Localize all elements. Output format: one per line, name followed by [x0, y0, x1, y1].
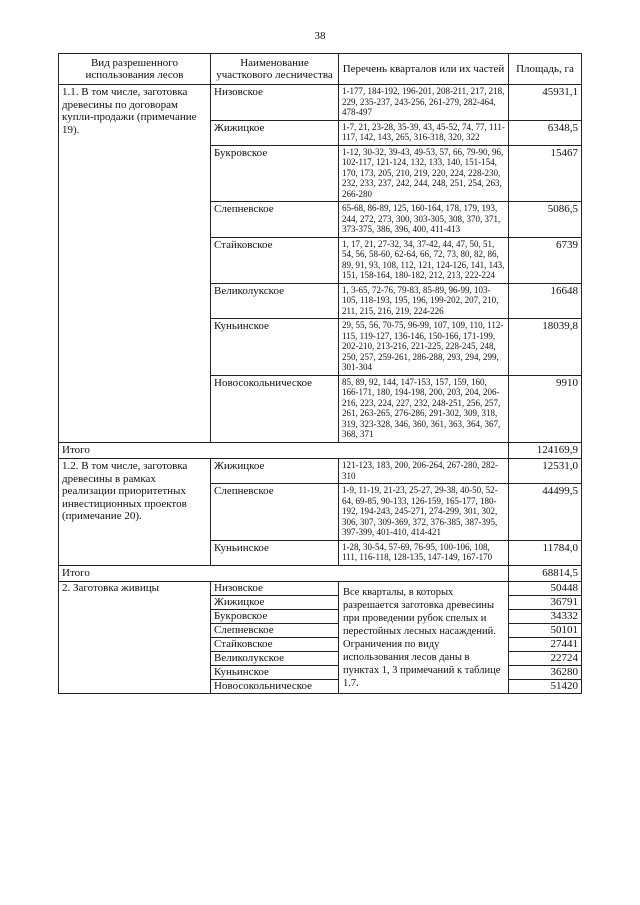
forestry-name: Букровское — [211, 145, 339, 202]
total-row — [59, 565, 582, 582]
forestry-name: Слепневское — [211, 624, 339, 638]
forestry-name: Слепневское — [211, 202, 339, 238]
forestry-name: Низовское — [211, 582, 339, 596]
area-value: 44499,5 — [509, 484, 582, 541]
table-row — [59, 459, 582, 484]
area-value: 50101 — [509, 624, 582, 638]
quarters-list: 1-12, 30-32, 39-43, 49-53, 57, 66, 79-90, 96, 102-117, 121-124, 132, 133, 140, 151-154, 170, 173, 205, 210, 219, 220, 224, 228-230, 232, 233, 237, 242, 244, 248, 251, 254, 263, 266-280 — [339, 145, 509, 202]
forestry-name: Жижицкое — [211, 120, 339, 145]
forestry-name: Жижицкое — [211, 459, 339, 484]
quarters-list: 1-9, 11-19, 21-23, 25-27, 29-38, 40-50, 52-64, 69-85, 90-133, 126-159, 165-177, 180-192, 194-243, 245-271, 274-299, 301, 302, 306, 307, 309-369, 372, 376-385, 387-395, 397-399, 401-410, 414-421 — [339, 484, 509, 541]
use-type-label: 1.1. В том числе, заготовка древесины по договорам купли-продажи (примечание 19). — [59, 85, 211, 443]
header-use-type: Вид разрешенного использования лесов — [59, 54, 211, 85]
area-value: 5086,5 — [509, 202, 582, 238]
quarters-list: 1, 17, 21, 27-32, 34, 37-42, 44, 47, 50, 51, 54, 56, 58-60, 62-64, 66, 72, 73, 80, 82, 86, 89, 91, 93, 108, 112, 121, 124-126, 141, 143, 151, 158-164, 180-182, 212, 213, 222-224 — [339, 237, 509, 283]
quarters-list: 85, 89, 92, 144, 147-153, 157, 159, 160, 166-171, 180, 194-198, 200, 203, 204, 206-216, 223, 224, 227, 232, 248-251, 256, 257, 261, 263-265, 276-286, 291-302, 309, 318, 319, 323-328, 346, 360, 361, 363, 364, 367, 368, 371 — [339, 375, 509, 442]
quarters-list: 1, 3-65, 72-76, 79-83, 85-89, 96-99, 103-105, 118-193, 195, 196, 199-202, 207, 210, 211, 215, 216, 219, 224-226 — [339, 283, 509, 319]
forestry-name: Куньинское — [211, 540, 339, 565]
quarters-list: 1-28, 30-54, 57-69, 76-95, 100-106, 108, 111, 116-118, 128-135, 147-149, 167-170 — [339, 540, 509, 565]
quarters-list: 1-177, 184-192, 196-201, 208-211, 217, 218, 229, 235-237, 243-256, 261-279, 282-464, 478-497 — [339, 85, 509, 121]
quarters-list: 121-123, 183, 200, 206-264, 267-280, 282-310 — [339, 459, 509, 484]
area-value: 18039,8 — [509, 319, 582, 376]
forestry-name: Слепневское — [211, 484, 339, 541]
forestry-name: Куньинское — [211, 666, 339, 680]
table-header-row — [59, 54, 582, 85]
area-value: 9910 — [509, 375, 582, 442]
area-value: 34332 — [509, 610, 582, 624]
quarters-note: Все кварталы, в которых разрешается заготовка древесины при проведении рубок спелых и перестойных лесных насаждений. Ограничения по виду использования лесов даны в пунктах 1, 3 примечаний к таблице 1.7. — [339, 582, 509, 694]
forest-use-table — [58, 53, 582, 694]
area-value: 6348,5 — [509, 120, 582, 145]
area-value: 12531,0 — [509, 459, 582, 484]
forestry-name: Новосокольническое — [211, 680, 339, 694]
quarters-list: 65-68, 86-89, 125, 160-164, 178, 179, 193, 244, 272, 273, 300, 303-305, 308, 370, 371, 373-375, 386, 396, 400, 411-413 — [339, 202, 509, 238]
total-label: Итого — [59, 442, 509, 459]
total-value: 124169,9 — [509, 442, 582, 459]
use-type-label: 1.2. В том числе, заготовка древесины в рамках реализации приоритетных инвестиционных проектов (примечание 20). — [59, 459, 211, 566]
area-value: 27441 — [509, 638, 582, 652]
area-value: 50448 — [509, 582, 582, 596]
area-value: 51420 — [509, 680, 582, 694]
total-row — [59, 442, 582, 459]
forestry-name: Великолукское — [211, 652, 339, 666]
forestry-name: Куньинское — [211, 319, 339, 376]
page-number: 38 — [314, 30, 326, 42]
forestry-name: Низовское — [211, 85, 339, 121]
forestry-name: Новосокольническое — [211, 375, 339, 442]
forestry-name: Букровское — [211, 610, 339, 624]
total-label: Итого — [59, 565, 509, 582]
header-area: Площадь, га — [509, 54, 582, 85]
area-value: 22724 — [509, 652, 582, 666]
area-value: 6739 — [509, 237, 582, 283]
forestry-name: Великолукское — [211, 283, 339, 319]
use-type-label: 2. Заготовка живицы — [59, 582, 211, 694]
area-value: 15467 — [509, 145, 582, 202]
forestry-name: Жижицкое — [211, 596, 339, 610]
table-row — [59, 582, 582, 596]
quarters-list: 29, 55, 56, 70-75, 96-99, 107, 109, 110, 112-115, 119-127, 136-146, 150-166, 171-199, 202-210, 213-216, 221-225, 228-245, 248, 250, 257, 259-261, 286-288, 293, 294, 299, 301-304 — [339, 319, 509, 376]
header-forestry-name: Наименование участкового лесничества — [211, 54, 339, 85]
area-value: 36791 — [509, 596, 582, 610]
forestry-name: Стайковское — [211, 638, 339, 652]
area-value: 36280 — [509, 666, 582, 680]
quarters-list: 1-7, 21, 23-28, 35-39, 43, 45-52, 74, 77, 111-117, 142, 143, 265, 316-318, 320, 322 — [339, 120, 509, 145]
area-value: 11784,0 — [509, 540, 582, 565]
area-value: 45931,1 — [509, 85, 582, 121]
header-quarters: Перечень кварталов или их частей — [339, 54, 509, 85]
forestry-name: Стайковское — [211, 237, 339, 283]
total-value: 68814,5 — [509, 565, 582, 582]
area-value: 16648 — [509, 283, 582, 319]
table-row — [59, 85, 582, 121]
